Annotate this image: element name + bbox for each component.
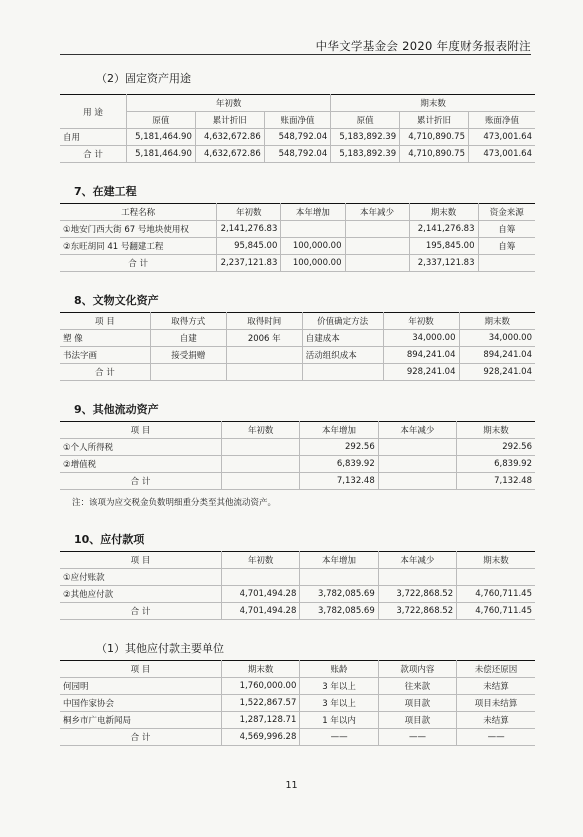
cell bbox=[345, 221, 409, 238]
col-header: 未偿还原因 bbox=[457, 661, 535, 678]
other-payables-section bbox=[60, 640, 535, 746]
section-title: 10、应付款项 bbox=[74, 533, 145, 546]
payables-section bbox=[60, 531, 535, 620]
cell bbox=[300, 569, 378, 586]
cell: ②东旺胡同 41 号翻建工程 bbox=[60, 238, 217, 255]
header-rule bbox=[60, 54, 531, 55]
cell: 自建 bbox=[150, 330, 226, 347]
cell: 合 计 bbox=[60, 603, 222, 620]
col-header: 资金来源 bbox=[478, 204, 535, 221]
cell: 100,000.00 bbox=[281, 238, 345, 255]
cell: 548,792.04 bbox=[264, 129, 331, 146]
cell bbox=[222, 456, 300, 473]
cell: 3,782,085.69 bbox=[300, 603, 378, 620]
col-header: 累计折旧 bbox=[400, 112, 469, 129]
section-title: 8、文物文化资产 bbox=[74, 294, 159, 307]
cell: 3 年以上 bbox=[300, 695, 378, 712]
other-current-assets-table bbox=[60, 421, 535, 490]
col-header: 项 目 bbox=[60, 552, 222, 569]
table-row bbox=[60, 712, 535, 729]
cell: 548,792.04 bbox=[264, 146, 331, 163]
col-header: 原值 bbox=[127, 112, 196, 129]
cell: 桐乡市广电新闻局 bbox=[60, 712, 222, 729]
cell: 自用 bbox=[60, 129, 127, 146]
page-number: 11 bbox=[285, 780, 298, 791]
cell bbox=[222, 569, 300, 586]
cell: 2,141,276.83 bbox=[217, 221, 281, 238]
construction-section bbox=[60, 183, 535, 272]
table-row bbox=[60, 330, 535, 347]
cell: ②增值税 bbox=[60, 456, 222, 473]
cell: 2,141,276.83 bbox=[409, 221, 478, 238]
cell: 5,181,464.90 bbox=[127, 146, 196, 163]
cell bbox=[222, 473, 300, 490]
cell: 5,183,892.39 bbox=[331, 129, 400, 146]
cell: —— bbox=[300, 729, 378, 746]
cell: 473,001.64 bbox=[469, 146, 536, 163]
header-use: 用 途 bbox=[60, 95, 127, 129]
other-current-assets-section bbox=[60, 401, 535, 508]
cell bbox=[302, 364, 383, 381]
cell: ①应付账款 bbox=[60, 569, 222, 586]
cell: 活动组织成本 bbox=[302, 347, 383, 364]
cell: 292.56 bbox=[300, 439, 378, 456]
cell: 自建成本 bbox=[302, 330, 383, 347]
cell: 7,132.48 bbox=[300, 473, 378, 490]
cell: 4,569,996.28 bbox=[222, 729, 300, 746]
cell: 4,632,672.86 bbox=[195, 146, 264, 163]
cell: 4,701,494.28 bbox=[222, 586, 300, 603]
construction-table bbox=[60, 203, 535, 272]
cell: 项目未结算 bbox=[457, 695, 535, 712]
fixed-asset-table bbox=[60, 94, 535, 163]
table-row-total bbox=[60, 255, 535, 272]
cell: 书法字画 bbox=[60, 347, 150, 364]
table-row-total bbox=[60, 146, 535, 163]
cell bbox=[226, 347, 302, 364]
cell: 往来款 bbox=[378, 678, 456, 695]
section-title: （2）固定资产用途 bbox=[96, 72, 191, 85]
table-row bbox=[60, 569, 535, 586]
cell: 4,632,672.86 bbox=[195, 129, 264, 146]
cell: 何园明 bbox=[60, 678, 222, 695]
header-end: 期末数 bbox=[331, 95, 535, 112]
col-header: 款项内容 bbox=[378, 661, 456, 678]
cell: 3 年以上 bbox=[300, 678, 378, 695]
cell: 4,710,890.75 bbox=[400, 129, 469, 146]
cell: 894,241.04 bbox=[459, 347, 535, 364]
cell bbox=[345, 238, 409, 255]
section-title: 7、在建工程 bbox=[74, 185, 137, 198]
col-header: 本年增加 bbox=[300, 552, 378, 569]
cultural-assets-section bbox=[60, 292, 535, 381]
other-payables-table bbox=[60, 660, 535, 746]
table-row bbox=[60, 456, 535, 473]
cell: —— bbox=[378, 729, 456, 746]
cell: 2,237,121.83 bbox=[217, 255, 281, 272]
cell: 292.56 bbox=[457, 439, 535, 456]
section-title: （1）其他应付款主要单位 bbox=[96, 642, 224, 655]
fixed-asset-use-section bbox=[60, 70, 535, 163]
cell: 95,845.00 bbox=[217, 238, 281, 255]
col-header: 年初数 bbox=[222, 552, 300, 569]
col-header: 期末数 bbox=[457, 422, 535, 439]
col-header: 年初数 bbox=[222, 422, 300, 439]
cell bbox=[378, 569, 456, 586]
cell: 4,760,711.45 bbox=[457, 603, 535, 620]
cell: 7,132.48 bbox=[457, 473, 535, 490]
cell bbox=[478, 255, 535, 272]
section-title: 9、其他流动资产 bbox=[74, 403, 159, 416]
cell: 2,337,121.83 bbox=[409, 255, 478, 272]
col-header: 期末数 bbox=[459, 313, 535, 330]
col-header: 本年增加 bbox=[300, 422, 378, 439]
cell: 未结算 bbox=[457, 712, 535, 729]
table-row bbox=[60, 221, 535, 238]
col-header: 本年增加 bbox=[281, 204, 345, 221]
table-row-total bbox=[60, 364, 535, 381]
cell: 3,782,085.69 bbox=[300, 586, 378, 603]
col-header: 项 目 bbox=[60, 661, 222, 678]
cell: 接受捐赠 bbox=[150, 347, 226, 364]
cell: 合 计 bbox=[60, 729, 222, 746]
cell bbox=[345, 255, 409, 272]
cell: 3,722,868.52 bbox=[378, 603, 456, 620]
table-row bbox=[60, 347, 535, 364]
col-header: 年初数 bbox=[217, 204, 281, 221]
cell: 2006 年 bbox=[226, 330, 302, 347]
cell: 4,701,494.28 bbox=[222, 603, 300, 620]
col-header: 账龄 bbox=[300, 661, 378, 678]
cell: ②其他应付款 bbox=[60, 586, 222, 603]
cell: 1,522,867.57 bbox=[222, 695, 300, 712]
col-header: 本年减少 bbox=[378, 422, 456, 439]
col-header: 期末数 bbox=[409, 204, 478, 221]
payables-table bbox=[60, 551, 535, 620]
table-row bbox=[60, 678, 535, 695]
table-row-total bbox=[60, 603, 535, 620]
cell: 5,181,464.90 bbox=[127, 129, 196, 146]
cell: 4,710,890.75 bbox=[400, 146, 469, 163]
cell bbox=[226, 364, 302, 381]
cell: 928,241.04 bbox=[459, 364, 535, 381]
table-row bbox=[60, 129, 535, 146]
cell: 6,839.92 bbox=[300, 456, 378, 473]
table-note: 注：该项为应交税金负数明细重分类至其他流动资产。 bbox=[72, 498, 277, 508]
cell bbox=[378, 439, 456, 456]
cell bbox=[281, 221, 345, 238]
col-header: 价值确定方法 bbox=[302, 313, 383, 330]
cell: 34,000.00 bbox=[383, 330, 459, 347]
cell: 合 计 bbox=[60, 146, 127, 163]
col-header: 期末数 bbox=[222, 661, 300, 678]
table-row-total bbox=[60, 729, 535, 746]
header-begin: 年初数 bbox=[127, 95, 331, 112]
table-row bbox=[60, 586, 535, 603]
table-row bbox=[60, 238, 535, 255]
cell: 合 计 bbox=[60, 364, 150, 381]
cell: —— bbox=[457, 729, 535, 746]
cultural-assets-table bbox=[60, 312, 535, 381]
col-header: 期末数 bbox=[457, 552, 535, 569]
cell: 自筹 bbox=[478, 238, 535, 255]
cell: 195,845.00 bbox=[409, 238, 478, 255]
col-header: 账面净值 bbox=[264, 112, 331, 129]
col-header: 本年减少 bbox=[345, 204, 409, 221]
col-header: 本年减少 bbox=[378, 552, 456, 569]
col-header: 账面净值 bbox=[469, 112, 536, 129]
cell: 中国作家协会 bbox=[60, 695, 222, 712]
cell: 自筹 bbox=[478, 221, 535, 238]
cell: 项目款 bbox=[378, 695, 456, 712]
cell: 1,287,128.71 bbox=[222, 712, 300, 729]
cell: 928,241.04 bbox=[383, 364, 459, 381]
col-header: 累计折旧 bbox=[195, 112, 264, 129]
cell: 合 计 bbox=[60, 255, 217, 272]
cell: 塑 像 bbox=[60, 330, 150, 347]
cell: 项目款 bbox=[378, 712, 456, 729]
cell: ①地安门西大街 67 号地块使用权 bbox=[60, 221, 217, 238]
cell: 5,183,892.39 bbox=[331, 146, 400, 163]
cell bbox=[378, 456, 456, 473]
col-header: 工程名称 bbox=[60, 204, 217, 221]
col-header: 取得时间 bbox=[226, 313, 302, 330]
col-header: 原值 bbox=[331, 112, 400, 129]
cell: 4,760,711.45 bbox=[457, 586, 535, 603]
cell: 894,241.04 bbox=[383, 347, 459, 364]
col-header: 项 目 bbox=[60, 313, 150, 330]
cell: 473,001.64 bbox=[469, 129, 536, 146]
cell: 未结算 bbox=[457, 678, 535, 695]
cell: 合 计 bbox=[60, 473, 222, 490]
cell: 1 年以内 bbox=[300, 712, 378, 729]
cell: 1,760,000.00 bbox=[222, 678, 300, 695]
cell: 100,000.00 bbox=[281, 255, 345, 272]
col-header: 年初数 bbox=[383, 313, 459, 330]
cell bbox=[378, 473, 456, 490]
table-row bbox=[60, 439, 535, 456]
cell bbox=[222, 439, 300, 456]
cell: ①个人所得税 bbox=[60, 439, 222, 456]
cell: 3,722,868.52 bbox=[378, 586, 456, 603]
table-row-total bbox=[60, 473, 535, 490]
cell bbox=[150, 364, 226, 381]
table-row bbox=[60, 695, 535, 712]
page-header: 中华文学基金会 2020 年度财务报表附注 bbox=[315, 39, 531, 53]
cell: 34,000.00 bbox=[459, 330, 535, 347]
cell bbox=[457, 569, 535, 586]
cell: 6,839.92 bbox=[457, 456, 535, 473]
col-header: 项 目 bbox=[60, 422, 222, 439]
col-header: 取得方式 bbox=[150, 313, 226, 330]
